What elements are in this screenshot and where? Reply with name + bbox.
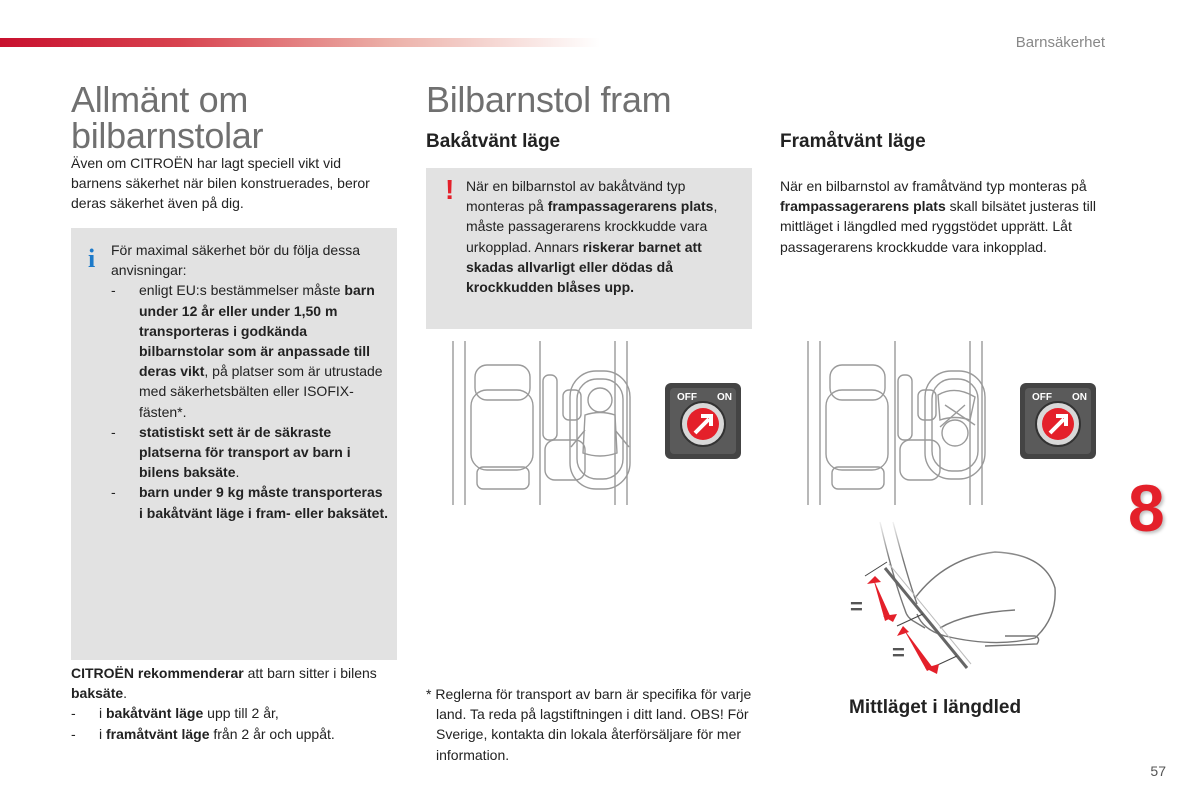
info-bullet-1: - enligt EU:s bestämmelser måste barn under 12 år eller under 1,50 m transporteras i godkända bilbarnstolar som är anpassade till deras vikt, på platser som är utrustade med säkerhetsbälten eller ISOFIX-fästen*. xyxy=(111,280,389,421)
rear-facing-heading: Bakåtvänt läge xyxy=(426,131,561,152)
recommendation-front: - i framåtvänt läge från 2 år och uppåt. xyxy=(71,724,391,744)
col2-title: Bilbarnstol fram xyxy=(426,79,672,120)
footnote: * Reglerna för transport av barn är specifika för varje land. Ta reda på lagstiftningen i ditt land. OBS! För Sverige, kontakta din lokala återförsäljare för mer information. xyxy=(426,686,752,763)
forward-facing-text: När en bilbarnstol av framåtvänd typ monteras på frampassagerarens plats skall bilsätet justeras till mittläget i längdled med ryggstödet upprätt. Låt passagerarens krockkudde vara inkopplad. xyxy=(780,178,1096,255)
airbag-switch-on-front xyxy=(1020,383,1096,459)
airbag-on-label-2: ON xyxy=(1072,392,1087,403)
info-text xyxy=(111,240,389,523)
col1-title-line2: bilbarnstolar xyxy=(71,115,264,156)
recommendation-rear: - i bakåtvänt läge upp till 2 år, xyxy=(71,703,391,723)
forward-facing-seat-illustration xyxy=(780,335,1110,510)
info-bullet-2: - statistiskt sett är de säkraste platserna för transport av barn i bilens baksäte. xyxy=(111,422,389,483)
section-title: Barnsäkerhet xyxy=(1015,34,1105,51)
seat-position-caption: Mittläget i längdled xyxy=(849,697,1022,718)
forward-facing-heading: Framåtvänt läge xyxy=(780,131,926,152)
info-bullet-3: - barn under 9 kg måste transporteras i bakåtvänt läge i fram- eller baksätet. xyxy=(111,482,389,522)
info-lead: För maximal säkerhet bör du följa dessa anvisningar: xyxy=(111,242,360,279)
airbag-on-label: ON xyxy=(717,392,732,403)
col1-title xyxy=(71,79,264,156)
warning-icon: ! xyxy=(445,174,455,205)
airbag-off-label: OFF xyxy=(677,392,697,403)
col1-title-line1: Allmänt om xyxy=(71,79,249,120)
col1-intro: Även om CITROËN har lagt speciell vikt vid barnens säkerhet när bilen konstruerades, beror deras säkerhet även på dig. xyxy=(71,155,370,212)
airbag-switch-off-rear xyxy=(665,383,741,459)
rear-facing-seat-illustration xyxy=(425,335,755,510)
recommendation: CITROËN rekommenderar att barn sitter i bilens baksäte. - i bakåtvänt läge upp till 2 år, - i framåtvänt läge från 2 år och uppåt. xyxy=(71,663,391,744)
chapter-number: 8 xyxy=(1128,471,1165,545)
seat-middle-position-illustration xyxy=(845,518,1065,688)
page-number: 57 xyxy=(1150,763,1166,779)
header-accent-bar xyxy=(0,38,600,47)
warning-text: När en bilbarnstol av bakåtvänd typ monteras på frampassagerarens plats, måste passagerarens krockkudde vara urkopplad. Annars riskerar barnet att skadas allvarligt eller dödas då krockkudden blåses upp. xyxy=(466,178,718,296)
info-icon: i xyxy=(88,244,96,273)
airbag-off-label-2: OFF xyxy=(1032,392,1052,403)
